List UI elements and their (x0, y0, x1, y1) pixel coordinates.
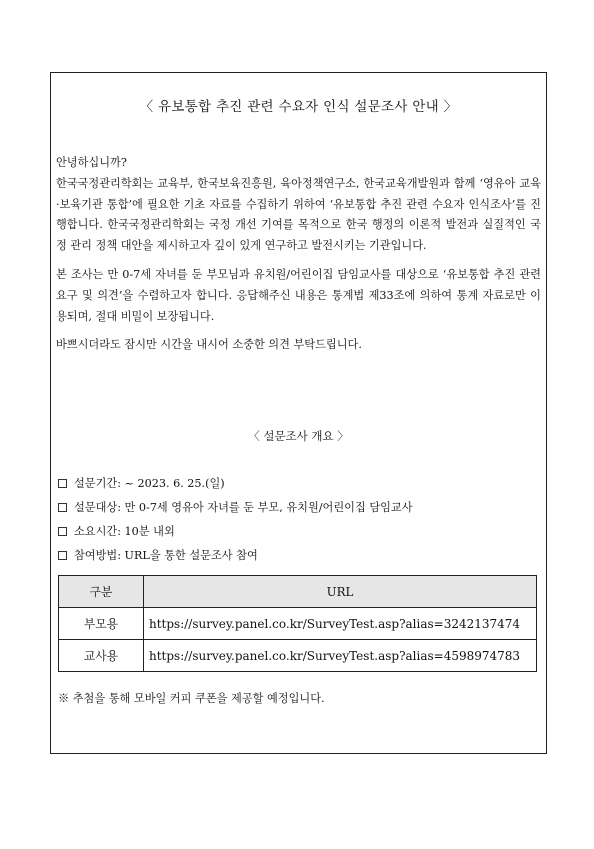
checkbox-square-icon (58, 527, 67, 536)
table-row (59, 608, 537, 640)
list-item (58, 495, 413, 519)
greeting-text: 안녕하십니까? (56, 156, 127, 169)
parent-survey-link[interactable]: https://survey.panel.co.kr/SurveyTest.asp?alias=3242137474 (144, 608, 537, 640)
teacher-survey-link[interactable]: https://survey.panel.co.kr/SurveyTest.asp?alias=4598974783 (144, 640, 537, 672)
header-url: URL (144, 576, 537, 608)
intro-section (56, 153, 541, 356)
list-item-text: 설문기간: ~ 2023. 6. 25.(일) (74, 477, 225, 490)
overview-list (58, 471, 413, 567)
list-item-text: 소요시간: 10분 내외 (74, 525, 175, 538)
row-label-teacher: 교사용 (59, 640, 144, 672)
intro-paragraph-3: 바쁘시더라도 잠시만 시간을 내시어 소중한 의견 부탁드립니다. (56, 338, 362, 352)
row-label-parent: 부모용 (59, 608, 144, 640)
intro-paragraph-2: 본 조사는 만 0-7세 자녀를 둔 부모님과 유치원/어린이집 담임교사를 대상으로 ‘유보통합 추진 관련 요구 및 의견’을 수렴하고자 합니다. 응답해주신 내용은 통계법 제33조에 의하여 통계 자료로만 이용되며, 절대 비밀이 보장됩니다. (56, 267, 541, 323)
checkbox-square-icon (58, 551, 67, 560)
list-item (58, 519, 413, 543)
checkbox-square-icon (58, 479, 67, 488)
list-item (58, 543, 413, 567)
notice-frame (50, 72, 547, 754)
survey-url-table (58, 575, 537, 672)
list-item-text: 설문대상: 만 0-7세 영유아 자녀를 둔 부모, 유치원/어린이집 담임교사 (74, 501, 413, 514)
list-item (58, 471, 413, 495)
table-header-row (59, 576, 537, 608)
intro-paragraph-1: 한국국정관리학회는 교육부, 한국보육진흥원, 육아정책연구소, 한국교육개발원과 함께 ‘영유아 교육·보육기관 통합’에 필요한 기초 자료를 수집하기 위하여 ‘유보통합 추진 관련 수요자 인식조사’를 진행합니다. 한국국정관리학회는 국정 개선 기여를 목적으로 한국 행정의 이론적 발전과 실질적인 국정 관리 정책 대안을 제시하고자 깊이 있게 연구하고 발전시키는 기관입니다. (56, 176, 541, 253)
list-item-text: 참여방법: URL을 통한 설문조사 참여 (74, 549, 258, 562)
overview-title: 〈 설문조사 개요 〉 (248, 429, 349, 443)
notice-title: 〈 유보통합 추진 관련 수요자 인식 설문조사 안내 〉 (139, 99, 458, 115)
checkbox-square-icon (58, 503, 67, 512)
header-category: 구분 (59, 576, 144, 608)
table-row (59, 640, 537, 672)
coupon-note: ※ 추첨을 통해 모바일 커피 쿠폰을 제공할 예정입니다. (58, 692, 325, 705)
